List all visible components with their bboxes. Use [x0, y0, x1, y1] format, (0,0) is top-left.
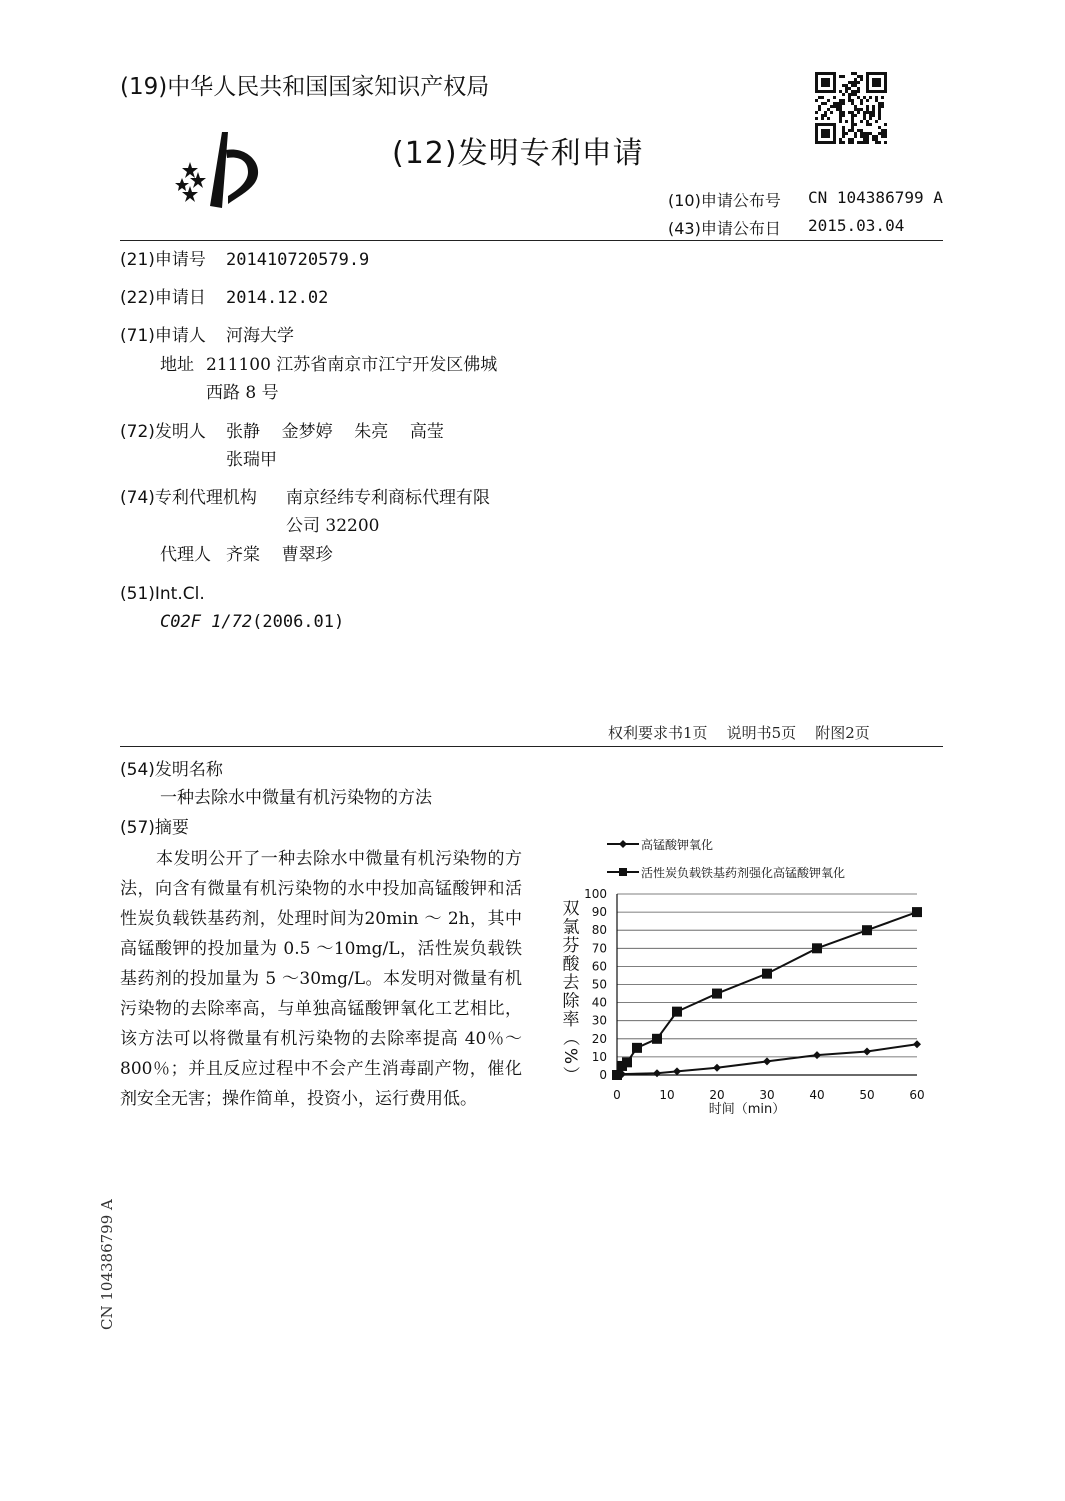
data-point: [712, 989, 722, 999]
applicant-label: (71)申请人: [120, 326, 206, 346]
y-axis-label-char: 除: [562, 991, 580, 1012]
data-point: [812, 943, 822, 953]
issuing-office: (19)中华人民共和国国家知识产权局: [120, 74, 490, 100]
data-point: [672, 1007, 682, 1017]
inventors-line-2: 张瑞甲: [226, 450, 277, 470]
y-tick-label: 60: [591, 959, 607, 974]
address-label: 地址: [160, 355, 194, 375]
mid-divider: [120, 746, 943, 747]
pub-date-value: 2015.03.04: [808, 216, 905, 235]
removal-rate-chart: [555, 828, 935, 1128]
x-axis-label: 时间（min）: [708, 1102, 786, 1117]
data-point: [673, 1067, 681, 1075]
legend-marker: [619, 840, 627, 848]
agent-label: 代理人: [160, 545, 211, 565]
y-tick-label: 100: [584, 887, 607, 901]
y-tick-label: 10: [591, 1049, 607, 1064]
y-axis-label-char: 芬: [562, 936, 580, 956]
intcl-classification: [160, 608, 344, 636]
data-point: [862, 925, 872, 935]
header-divider: [120, 240, 943, 241]
data-point: [653, 1069, 661, 1077]
y-tick-label: 30: [591, 1013, 607, 1028]
y-tick-label: 70: [591, 941, 607, 956]
abstract-label: (57)摘要: [120, 818, 189, 838]
y-tick-label: 80: [591, 923, 607, 938]
y-axis-label-char: %: [560, 1047, 580, 1065]
inventors-label: (72)发明人: [120, 422, 206, 442]
y-tick-label: 40: [591, 995, 607, 1010]
x-tick-label: 20: [709, 1088, 725, 1102]
inventors-line-1: 张静 金梦婷 朱亮 高莹: [226, 422, 444, 442]
y-tick-label: 0: [599, 1068, 607, 1082]
legend-entry: 高锰酸钾氧化: [641, 838, 714, 852]
y-axis-label-char: 率: [562, 1010, 580, 1030]
data-point: [632, 1043, 642, 1053]
intcl-year: (2006.01): [252, 612, 345, 632]
pub-no-label: (10)申请公布号: [668, 191, 781, 210]
data-point: [652, 1034, 662, 1044]
data-point: [763, 1057, 771, 1065]
y-axis-label-char: 酸: [562, 954, 580, 975]
agency-line-2: 公司 32200: [286, 516, 380, 536]
pages-info: 权利要求书1页 说明书5页 附图2页: [608, 724, 870, 742]
data-point: [813, 1051, 821, 1059]
x-tick-label: 0: [613, 1088, 621, 1102]
cnipa-emblem-icon: [170, 128, 270, 212]
agency-line-1: 南京经纬专利商标代理有限: [286, 488, 490, 508]
legend-entry: 活性炭负载铁基药剂强化高锰酸钾氧化: [641, 866, 846, 880]
legend-marker: [619, 868, 627, 876]
app-no-label: (21)申请号: [120, 250, 206, 270]
data-point: [912, 907, 922, 917]
app-date-label: (22)申请日: [120, 288, 206, 308]
agency-label: (74)专利代理机构: [120, 488, 257, 508]
x-tick-label: 10: [659, 1088, 675, 1102]
y-tick-label: 20: [591, 1031, 607, 1046]
intcl-code: C02F 1/72: [160, 612, 253, 632]
data-point: [713, 1064, 721, 1072]
data-point: [863, 1047, 871, 1055]
y-axis-label-char: 双: [562, 899, 580, 919]
qr-code-icon: [815, 72, 887, 144]
document-type-title: (12)发明专利申请: [392, 136, 644, 171]
abstract-text: 本发明公开了一种去除水中微量有机污染物的方法，向含有微量有机污染物的水中投加高锰酸钾和活性炭负载铁基药剂，处理时间为20min ～ 2h，其中高锰酸钾的投加量为 0.5 ～10mg/L，活性炭负载铁基药剂的投加量为 5 ～30mg/L。本发明对微量有机污染物的去除率高，与单独高锰酸钾氧化工艺相比，该方法可以将微量有机污染物的去除率提高 40％～ 800％；并且反应过程中不会产生消毒副产物，催化剂安全无害；操作简单，投资小，运行费用低。: [120, 849, 522, 1109]
y-tick-label: 50: [591, 977, 607, 992]
data-point: [913, 1040, 921, 1048]
intcl-label: (51)Int.Cl.: [120, 584, 205, 604]
pub-no-value: CN 104386799 A: [808, 188, 943, 207]
x-tick-label: 50: [859, 1088, 875, 1102]
applicant-value: 河海大学: [226, 326, 294, 346]
app-no-value: 201410720579.9: [226, 250, 370, 270]
x-tick-label: 40: [809, 1088, 825, 1102]
title-section-label: (54)发明名称: [120, 760, 223, 780]
side-publication-number: CN 104386799 A: [98, 1199, 116, 1330]
y-axis-label-char: 去: [562, 973, 580, 993]
data-point: [612, 1070, 622, 1080]
pub-date-label: (43)申请公布日: [668, 219, 781, 238]
x-tick-label: 60: [909, 1088, 925, 1102]
invention-title: 一种去除水中微量有机污染物的方法: [160, 788, 432, 808]
y-axis-label-char: ）: [560, 1066, 580, 1083]
agent-value: 齐棠 曹翠珍: [226, 545, 333, 565]
address-line-1: 211100 江苏省南京市江宁开发区佛城: [206, 355, 498, 375]
data-point: [762, 969, 772, 979]
y-axis-label-char: （: [560, 1029, 580, 1046]
x-tick-label: 30: [759, 1088, 775, 1102]
app-date-value: 2014.12.02: [226, 288, 329, 308]
data-point: [622, 1057, 632, 1067]
address-line-2: 西路 8 号: [206, 383, 279, 403]
y-tick-label: 90: [591, 905, 607, 920]
y-axis-label-char: 氯: [562, 917, 580, 938]
